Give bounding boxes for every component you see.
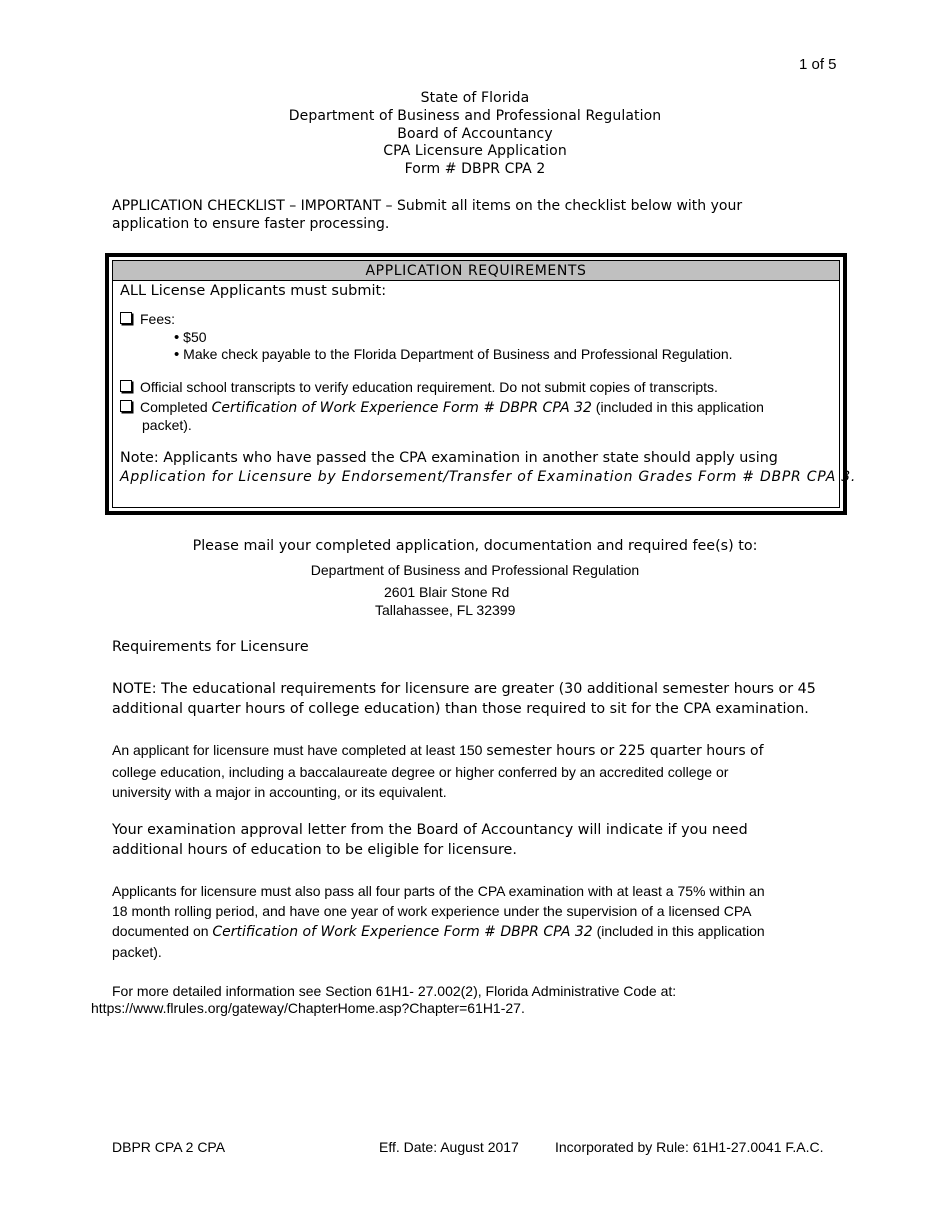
header-state: State of Florida — [420, 90, 530, 106]
education-note-line2: additional quarter hours of college education) than those required to sit for the CPA examination. — [112, 701, 809, 717]
mailing-instruction: Please mail your completed application, documentation and required fee(s) to: — [192, 538, 758, 554]
transcripts-text: Official school transcripts to verify education requirement. Do not submit copies of transcripts. — [140, 379, 718, 395]
mailing-city: Tallahassee, FL 32399 — [375, 602, 516, 618]
all-applicants-label: ALL License Applicants must submit: — [120, 283, 387, 299]
footer-rule: Incorporated by Rule: 61H1-27.0041 F.A.C. — [555, 1139, 824, 1155]
fee-payable-item — [174, 346, 733, 363]
fee-amount-item — [174, 329, 207, 346]
requirements-box — [105, 253, 857, 515]
work-experience-form-name: Certification of Work Experience Form # DBPR CPA 32 — [211, 400, 592, 416]
footer-form-id: DBPR CPA 2 CPA — [112, 1139, 226, 1155]
fee-payable: Make check payable to the Florida Department of Business and Professional Regulation. — [183, 346, 733, 362]
exam-line3-suffix: (included in this application — [592, 923, 765, 939]
mailing-street: 2601 Blair Stone Rd — [384, 584, 510, 600]
approval-line2: additional hours of education to be eligible for licensure. — [112, 842, 517, 858]
exam-requirement-paragraph — [112, 881, 765, 962]
approval-line1: Your examination approval letter from the Board of Accountancy will indicate if you need — [112, 822, 748, 838]
completed-prefix: Completed — [140, 399, 212, 415]
education-note — [112, 679, 816, 719]
licensure-heading: Requirements for Licensure — [112, 639, 309, 655]
completed-line2: packet). — [142, 417, 192, 433]
exam-line3-form: Certification of Work Experience Form # DBPR CPA 32 — [212, 924, 593, 940]
exam-line4: packet). — [112, 944, 162, 960]
hours-line3: university with a major in accounting, or its equivalent. — [112, 784, 447, 800]
header-board: Board of Accountancy — [397, 125, 553, 142]
bullet-icon: • — [174, 346, 180, 363]
header-form-number: Form # DBPR CPA 2 — [404, 161, 546, 178]
transcripts-item — [120, 379, 718, 395]
hours-line2: college education, including a baccalaureate degree or higher conferred by an accredited college or — [112, 763, 729, 780]
header-application-title: CPA Licensure Application — [383, 143, 567, 160]
fees-label: Fees: — [140, 311, 176, 327]
education-note-line1: NOTE: The educational requirements for licensure are greater (30 additional semester hours or 45 — [112, 681, 816, 697]
exam-line3 — [112, 921, 765, 942]
exam-line2: 18 month rolling period, and have one year of work experience under the supervision of a licensed CPA — [112, 903, 752, 919]
hours-line1-b: semester hours or 225 quarter hours of — [486, 743, 764, 759]
completed-suffix: (included in this application — [591, 399, 764, 415]
checklist-intro-line2: application to ensure faster processing. — [112, 216, 390, 232]
requirements-box-inner — [112, 260, 857, 508]
checkbox-transcripts-icon — [120, 380, 132, 392]
requirements-title: APPLICATION REQUIREMENTS — [113, 261, 839, 281]
approval-letter-paragraph — [112, 820, 748, 860]
page-number: 1 of 5 — [799, 56, 837, 73]
endorsement-note-line1: Note: Applicants who have passed the CPA examination in another state should apply using — [120, 450, 778, 466]
exam-line3-prefix: documented on — [112, 923, 213, 939]
checkbox-work-experience-icon — [120, 400, 132, 412]
fee-amount: $50 — [183, 329, 207, 345]
document-header — [0, 90, 950, 179]
endorsement-note-line2: Application for Licensure by Endorsement/Transfer of Examination Grades Form # DBPR CPA 3. — [120, 469, 857, 485]
bullet-icon: • — [174, 329, 180, 346]
hours-line1-a: An applicant for licensure must have completed at least 150 — [112, 742, 487, 758]
mailing-org: Department of Business and Professional Regulation — [310, 562, 640, 578]
rules-url-link[interactable]: https://www.flrules.org/gateway/ChapterHome.asp?Chapter=61H1-27. — [91, 1000, 525, 1016]
footer-eff-date: Eff. Date: August 2017 — [379, 1139, 519, 1155]
fees-item — [120, 311, 175, 327]
more-info-line1: For more detailed information see Section 61H1- 27.002(2), Florida Administrative Code at: — [112, 983, 677, 999]
checklist-intro — [112, 197, 832, 233]
exam-line1: Applicants for licensure must also pass all four parts of the CPA examination with at least a 75% within an — [112, 883, 765, 899]
checklist-intro-line1: APPLICATION CHECKLIST – IMPORTANT – Submit all items on the checklist below with your — [112, 198, 743, 214]
hours-requirement-paragraph — [112, 740, 764, 803]
checkbox-fees-icon — [120, 312, 132, 324]
hours-line1 — [112, 740, 764, 762]
work-experience-item — [120, 399, 764, 416]
header-department: Department of Business and Professional Regulation — [288, 107, 662, 124]
